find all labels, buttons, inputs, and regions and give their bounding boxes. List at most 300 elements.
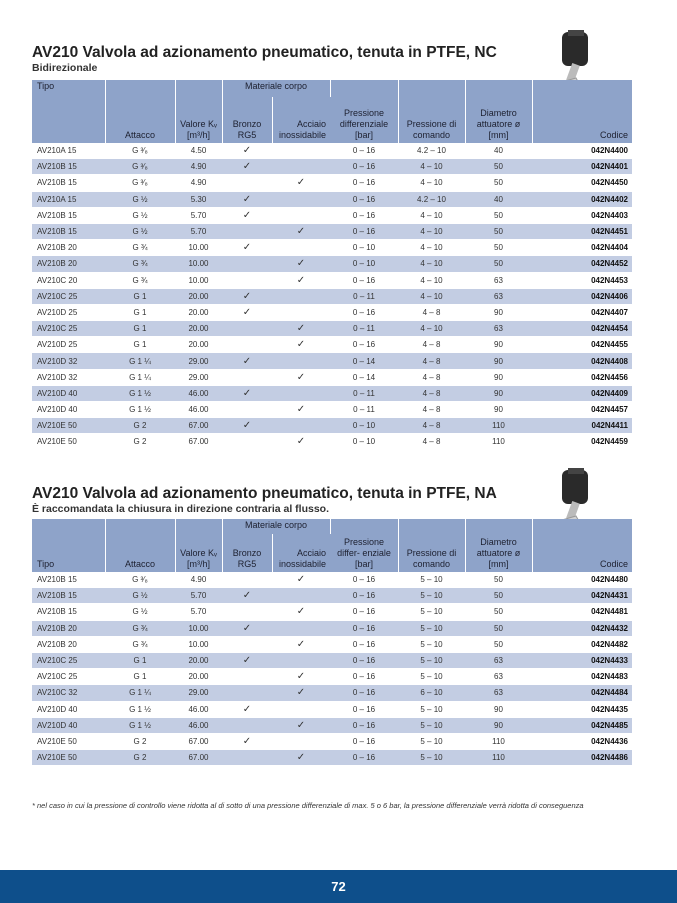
cell-attacco: G 2 [105,733,175,749]
cell-tipo: AV210B 15 [32,223,105,239]
col-diam: Diametro attuatore ø [mm] [465,80,532,143]
cell-kv: 4.90 [175,572,222,588]
table-row [32,604,632,620]
cell-pdiff: 0 – 16 [330,572,398,588]
cell-pdiff: 0 – 14 [330,353,398,369]
cell-tipo: AV210E 50 [32,434,105,450]
cell-pcom: 4 – 8 [398,304,465,320]
cell-bronzo: ✓ [222,143,272,159]
cell-pdiff: 0 – 11 [330,385,398,401]
cell-acciaio: ✓ [272,434,330,450]
cell-tipo: AV210C 20 [32,272,105,288]
cell-codice: 042N4481 [532,604,632,620]
table-row [32,620,632,636]
cell-kv: 29.00 [175,685,222,701]
cell-bronzo [222,685,272,701]
cell-attacco: G 2 [105,418,175,434]
product-table-na [32,519,632,766]
cell-codice: 042N4483 [532,669,632,685]
table-row [32,191,632,207]
section-subtitle: È raccomandata la chiusura in direzione contraria al flusso. [32,503,330,515]
cell-tipo: AV210B 15 [32,159,105,175]
cell-acciaio: ✓ [272,175,330,191]
table-row [32,652,632,668]
cell-bronzo: ✓ [222,588,272,604]
cell-kv: 67.00 [175,418,222,434]
cell-pcom: 5 – 10 [398,604,465,620]
cell-tipo: AV210E 50 [32,733,105,749]
table-row [32,175,632,191]
cell-pcom: 5 – 10 [398,572,465,588]
cell-codice: 042N4450 [532,175,632,191]
col-materiale: Materiale corpo [222,80,330,97]
cell-diam: 50 [465,207,532,223]
cell-pcom: 4 – 10 [398,223,465,239]
cell-acciaio [272,191,330,207]
cell-acciaio [272,701,330,717]
cell-diam: 50 [465,604,532,620]
cell-attacco: G 1 ¼ [105,685,175,701]
table-row [32,402,632,418]
cell-acciaio: ✓ [272,717,330,733]
col-pdiff: Pressione differ- enziale [bar] [330,519,398,572]
cell-diam: 110 [465,418,532,434]
cell-acciaio [272,353,330,369]
col-codice: Codice [532,519,632,572]
cell-attacco: G 2 [105,750,175,766]
table-row [32,353,632,369]
cell-attacco: G 1 [105,288,175,304]
cell-tipo: AV210B 15 [32,207,105,223]
cell-bronzo [222,604,272,620]
cell-bronzo [222,369,272,385]
cell-tipo: AV210A 15 [32,191,105,207]
cell-kv: 10.00 [175,620,222,636]
cell-diam: 90 [465,353,532,369]
cell-pcom: 4.2 – 10 [398,191,465,207]
cell-tipo: AV210D 40 [32,701,105,717]
table-row [32,636,632,652]
cell-bronzo: ✓ [222,733,272,749]
cell-kv: 10.00 [175,256,222,272]
cell-bronzo [222,223,272,239]
cell-codice: 042N4485 [532,717,632,733]
cell-codice: 042N4431 [532,588,632,604]
cell-diam: 50 [465,159,532,175]
cell-bronzo: ✓ [222,620,272,636]
table-row [32,321,632,337]
cell-acciaio: ✓ [272,669,330,685]
cell-diam: 90 [465,717,532,733]
cell-acciaio [272,385,330,401]
cell-acciaio [272,240,330,256]
cell-acciaio [272,304,330,320]
cell-bronzo: ✓ [222,240,272,256]
cell-acciaio: ✓ [272,272,330,288]
cell-acciaio: ✓ [272,750,330,766]
cell-codice: 042N4433 [532,652,632,668]
col-kv: Valore Kᵥ [m³/h] [175,519,222,572]
cell-attacco: G ¾ [105,256,175,272]
cell-pdiff: 0 – 16 [330,223,398,239]
cell-kv: 46.00 [175,717,222,733]
cell-kv: 67.00 [175,750,222,766]
cell-diam: 90 [465,385,532,401]
table-row [32,240,632,256]
product-table-nc [32,80,632,451]
cell-tipo: AV210E 50 [32,418,105,434]
cell-acciaio: ✓ [272,256,330,272]
cell-pcom: 4 – 10 [398,321,465,337]
cell-tipo: AV210E 50 [32,750,105,766]
cell-tipo: AV210C 25 [32,288,105,304]
table-row [32,733,632,749]
cell-tipo: AV210A 15 [32,143,105,159]
col-bronzo: Bronzo RG5 [222,97,272,143]
cell-codice: 042N4401 [532,159,632,175]
cell-diam: 90 [465,369,532,385]
cell-bronzo: ✓ [222,385,272,401]
page-number: 72 [331,879,346,894]
cell-pcom: 4 – 8 [398,385,465,401]
cell-pdiff: 0 – 14 [330,369,398,385]
col-tipo: Tipo [32,519,105,572]
cell-pdiff: 0 – 16 [330,304,398,320]
cell-diam: 90 [465,402,532,418]
cell-tipo: AV210D 40 [32,385,105,401]
table-row [32,717,632,733]
cell-pdiff: 0 – 16 [330,175,398,191]
cell-tipo: AV210C 32 [32,685,105,701]
cell-bronzo: ✓ [222,701,272,717]
cell-tipo: AV210B 15 [32,588,105,604]
cell-pdiff: 0 – 11 [330,321,398,337]
cell-diam: 63 [465,652,532,668]
cell-acciaio: ✓ [272,685,330,701]
cell-pcom: 4 – 8 [398,337,465,353]
cell-pcom: 4 – 10 [398,272,465,288]
cell-pdiff: 0 – 11 [330,288,398,304]
cell-bronzo: ✓ [222,652,272,668]
cell-pdiff: 0 – 16 [330,685,398,701]
cell-diam: 63 [465,685,532,701]
cell-bronzo: ✓ [222,207,272,223]
cell-acciaio: ✓ [272,337,330,353]
cell-pcom: 4 – 10 [398,240,465,256]
table-row [32,750,632,766]
col-pdiff: Pressione differenziale [bar] [330,80,398,143]
cell-diam: 110 [465,434,532,450]
cell-codice: 042N4459 [532,434,632,450]
cell-acciaio: ✓ [272,223,330,239]
cell-kv: 10.00 [175,272,222,288]
cell-kv: 20.00 [175,304,222,320]
cell-attacco: G 1 [105,304,175,320]
cell-attacco: G ½ [105,207,175,223]
cell-acciaio: ✓ [272,321,330,337]
cell-tipo: AV210D 32 [32,353,105,369]
cell-pdiff: 0 – 10 [330,256,398,272]
cell-kv: 4.90 [175,175,222,191]
cell-diam: 90 [465,304,532,320]
cell-codice: 042N4406 [532,288,632,304]
cell-tipo: AV210C 25 [32,652,105,668]
col-attacco: Attacco [105,519,175,572]
cell-codice: 042N4453 [532,272,632,288]
cell-tipo: AV210B 15 [32,175,105,191]
cell-attacco: G ½ [105,588,175,604]
cell-diam: 63 [465,669,532,685]
cell-bronzo [222,669,272,685]
cell-attacco: G 1 [105,321,175,337]
cell-attacco: G ³⁄₈ [105,159,175,175]
cell-diam: 110 [465,733,532,749]
cell-acciaio [272,652,330,668]
cell-diam: 63 [465,272,532,288]
cell-kv: 5.70 [175,588,222,604]
cell-acciaio [272,588,330,604]
cell-diam: 63 [465,321,532,337]
cell-kv: 29.00 [175,369,222,385]
cell-pcom: 5 – 10 [398,669,465,685]
cell-tipo: AV210C 25 [32,669,105,685]
cell-kv: 10.00 [175,636,222,652]
cell-codice: 042N4484 [532,685,632,701]
cell-attacco: G 1 [105,669,175,685]
cell-kv: 20.00 [175,652,222,668]
table-row [32,369,632,385]
cell-attacco: G ³⁄₈ [105,572,175,588]
col-diam: Diametro attuatore ø [mm] [465,519,532,572]
table-row [32,272,632,288]
cell-bronzo [222,636,272,652]
cell-codice: 042N4486 [532,750,632,766]
cell-diam: 50 [465,240,532,256]
cell-codice: 042N4408 [532,353,632,369]
table-row [32,256,632,272]
cell-acciaio [272,288,330,304]
cell-diam: 110 [465,750,532,766]
cell-tipo: AV210B 15 [32,572,105,588]
cell-attacco: G ³⁄₈ [105,175,175,191]
cell-attacco: G 1 ½ [105,701,175,717]
section-na [32,485,632,766]
cell-codice: 042N4452 [532,256,632,272]
cell-attacco: G ¾ [105,240,175,256]
cell-kv: 5.70 [175,207,222,223]
col-kv: Valore Kᵥ [m³/h] [175,80,222,143]
table-row [32,143,632,159]
cell-codice: 042N4411 [532,418,632,434]
cell-kv: 46.00 [175,701,222,717]
cell-kv: 4.90 [175,159,222,175]
cell-attacco: G 1 ¼ [105,369,175,385]
cell-kv: 10.00 [175,240,222,256]
table-row [32,159,632,175]
cell-diam: 40 [465,191,532,207]
cell-diam: 90 [465,337,532,353]
cell-acciaio [272,159,330,175]
cell-bronzo [222,321,272,337]
cell-pcom: 4 – 10 [398,159,465,175]
cell-pcom: 5 – 10 [398,588,465,604]
cell-acciaio: ✓ [272,402,330,418]
cell-pcom: 6 – 10 [398,685,465,701]
cell-diam: 50 [465,223,532,239]
cell-pdiff: 0 – 16 [330,207,398,223]
cell-diam: 50 [465,256,532,272]
cell-diam: 50 [465,620,532,636]
cell-acciaio [272,418,330,434]
cell-bronzo [222,750,272,766]
table-row [32,685,632,701]
cell-bronzo [222,256,272,272]
col-acciaio: Acciaio inossidabile [272,534,330,572]
section-title: AV210 Valvola ad azionamento pneumatico, tenuta in PTFE, NC [32,44,497,61]
cell-codice: 042N4454 [532,321,632,337]
footnote: * nel caso in cui la pressione di controllo viene ridotta al di sotto di una pressione differenziale di max. 5 o 6 bar, la pressione differenziale verrà ridotta di conseguenza [32,801,584,810]
cell-bronzo [222,272,272,288]
cell-attacco: G ½ [105,604,175,620]
table-row [32,207,632,223]
cell-kv: 5.70 [175,604,222,620]
cell-codice: 042N4402 [532,191,632,207]
cell-codice: 042N4482 [532,636,632,652]
col-pcom: Pressione di comando [398,80,465,143]
cell-acciaio [272,143,330,159]
cell-kv: 20.00 [175,321,222,337]
cell-attacco: G 1 ½ [105,402,175,418]
cell-tipo: AV210B 20 [32,620,105,636]
cell-tipo: AV210D 40 [32,717,105,733]
cell-codice: 042N4407 [532,304,632,320]
cell-kv: 4.50 [175,143,222,159]
cell-attacco: G 1 ¼ [105,353,175,369]
table-row [32,572,632,588]
section-title: AV210 Valvola ad azionamento pneumatico, tenuta in PTFE, NA [32,485,497,502]
cell-tipo: AV210D 32 [32,369,105,385]
cell-pdiff: 0 – 16 [330,669,398,685]
cell-kv: 46.00 [175,385,222,401]
cell-pcom: 4 – 10 [398,288,465,304]
cell-attacco: G 1 [105,652,175,668]
cell-acciaio: ✓ [272,572,330,588]
col-pcom: Pressione di comando [398,519,465,572]
cell-pdiff: 0 – 11 [330,402,398,418]
table-row [32,434,632,450]
cell-diam: 50 [465,175,532,191]
cell-attacco: G 2 [105,434,175,450]
cell-pdiff: 0 – 16 [330,636,398,652]
cell-bronzo [222,175,272,191]
table-row [32,701,632,717]
cell-diam: 40 [465,143,532,159]
cell-attacco: G ½ [105,191,175,207]
cell-pcom: 4 – 8 [398,434,465,450]
cell-attacco: G ¾ [105,620,175,636]
cell-bronzo [222,402,272,418]
cell-codice: 042N4436 [532,733,632,749]
cell-acciaio: ✓ [272,604,330,620]
cell-kv: 20.00 [175,288,222,304]
cell-codice: 042N4457 [532,402,632,418]
table-row [32,223,632,239]
cell-pcom: 5 – 10 [398,717,465,733]
cell-kv: 20.00 [175,337,222,353]
table-row [32,669,632,685]
cell-diam: 50 [465,588,532,604]
cell-bronzo: ✓ [222,304,272,320]
cell-pdiff: 0 – 10 [330,434,398,450]
table-row [32,588,632,604]
cell-pdiff: 0 – 16 [330,701,398,717]
cell-acciaio: ✓ [272,369,330,385]
cell-codice: 042N4409 [532,385,632,401]
table-row [32,385,632,401]
cell-attacco: G ½ [105,223,175,239]
cell-attacco: G 1 ½ [105,385,175,401]
cell-diam: 50 [465,636,532,652]
cell-pcom: 5 – 10 [398,750,465,766]
table-row [32,337,632,353]
cell-bronzo [222,717,272,733]
col-materiale: Materiale corpo [222,519,330,534]
table-row [32,288,632,304]
cell-pdiff: 0 – 16 [330,337,398,353]
cell-tipo: AV210B 20 [32,240,105,256]
cell-pcom: 5 – 10 [398,636,465,652]
cell-pdiff: 0 – 16 [330,272,398,288]
cell-attacco: G ¾ [105,636,175,652]
cell-codice: 042N4455 [532,337,632,353]
cell-attacco: G ¾ [105,272,175,288]
cell-attacco: G 1 ½ [105,717,175,733]
cell-attacco: G 1 [105,337,175,353]
cell-pdiff: 0 – 16 [330,143,398,159]
cell-kv: 5.30 [175,191,222,207]
cell-pdiff: 0 – 16 [330,652,398,668]
cell-pcom: 4 – 10 [398,207,465,223]
cell-pcom: 5 – 10 [398,733,465,749]
col-acciaio: Acciaio inossidabile [272,97,330,143]
cell-bronzo: ✓ [222,159,272,175]
table-row [32,304,632,320]
cell-pcom: 4 – 10 [398,175,465,191]
cell-bronzo [222,572,272,588]
cell-pcom: 4 – 8 [398,418,465,434]
col-attacco: Attacco [105,80,175,143]
cell-tipo: AV210B 20 [32,636,105,652]
page-footer [0,870,677,903]
cell-pcom: 5 – 10 [398,652,465,668]
cell-bronzo: ✓ [222,191,272,207]
cell-codice: 042N4480 [532,572,632,588]
cell-tipo: AV210B 15 [32,604,105,620]
cell-pcom: 4 – 8 [398,402,465,418]
cell-kv: 20.00 [175,669,222,685]
cell-bronzo: ✓ [222,418,272,434]
cell-kv: 29.00 [175,353,222,369]
cell-acciaio [272,733,330,749]
cell-codice: 042N4400 [532,143,632,159]
cell-pdiff: 0 – 16 [330,717,398,733]
cell-codice: 042N4451 [532,223,632,239]
cell-codice: 042N4404 [532,240,632,256]
cell-codice: 042N4435 [532,701,632,717]
cell-diam: 50 [465,572,532,588]
cell-tipo: AV210D 25 [32,304,105,320]
cell-kv: 67.00 [175,733,222,749]
